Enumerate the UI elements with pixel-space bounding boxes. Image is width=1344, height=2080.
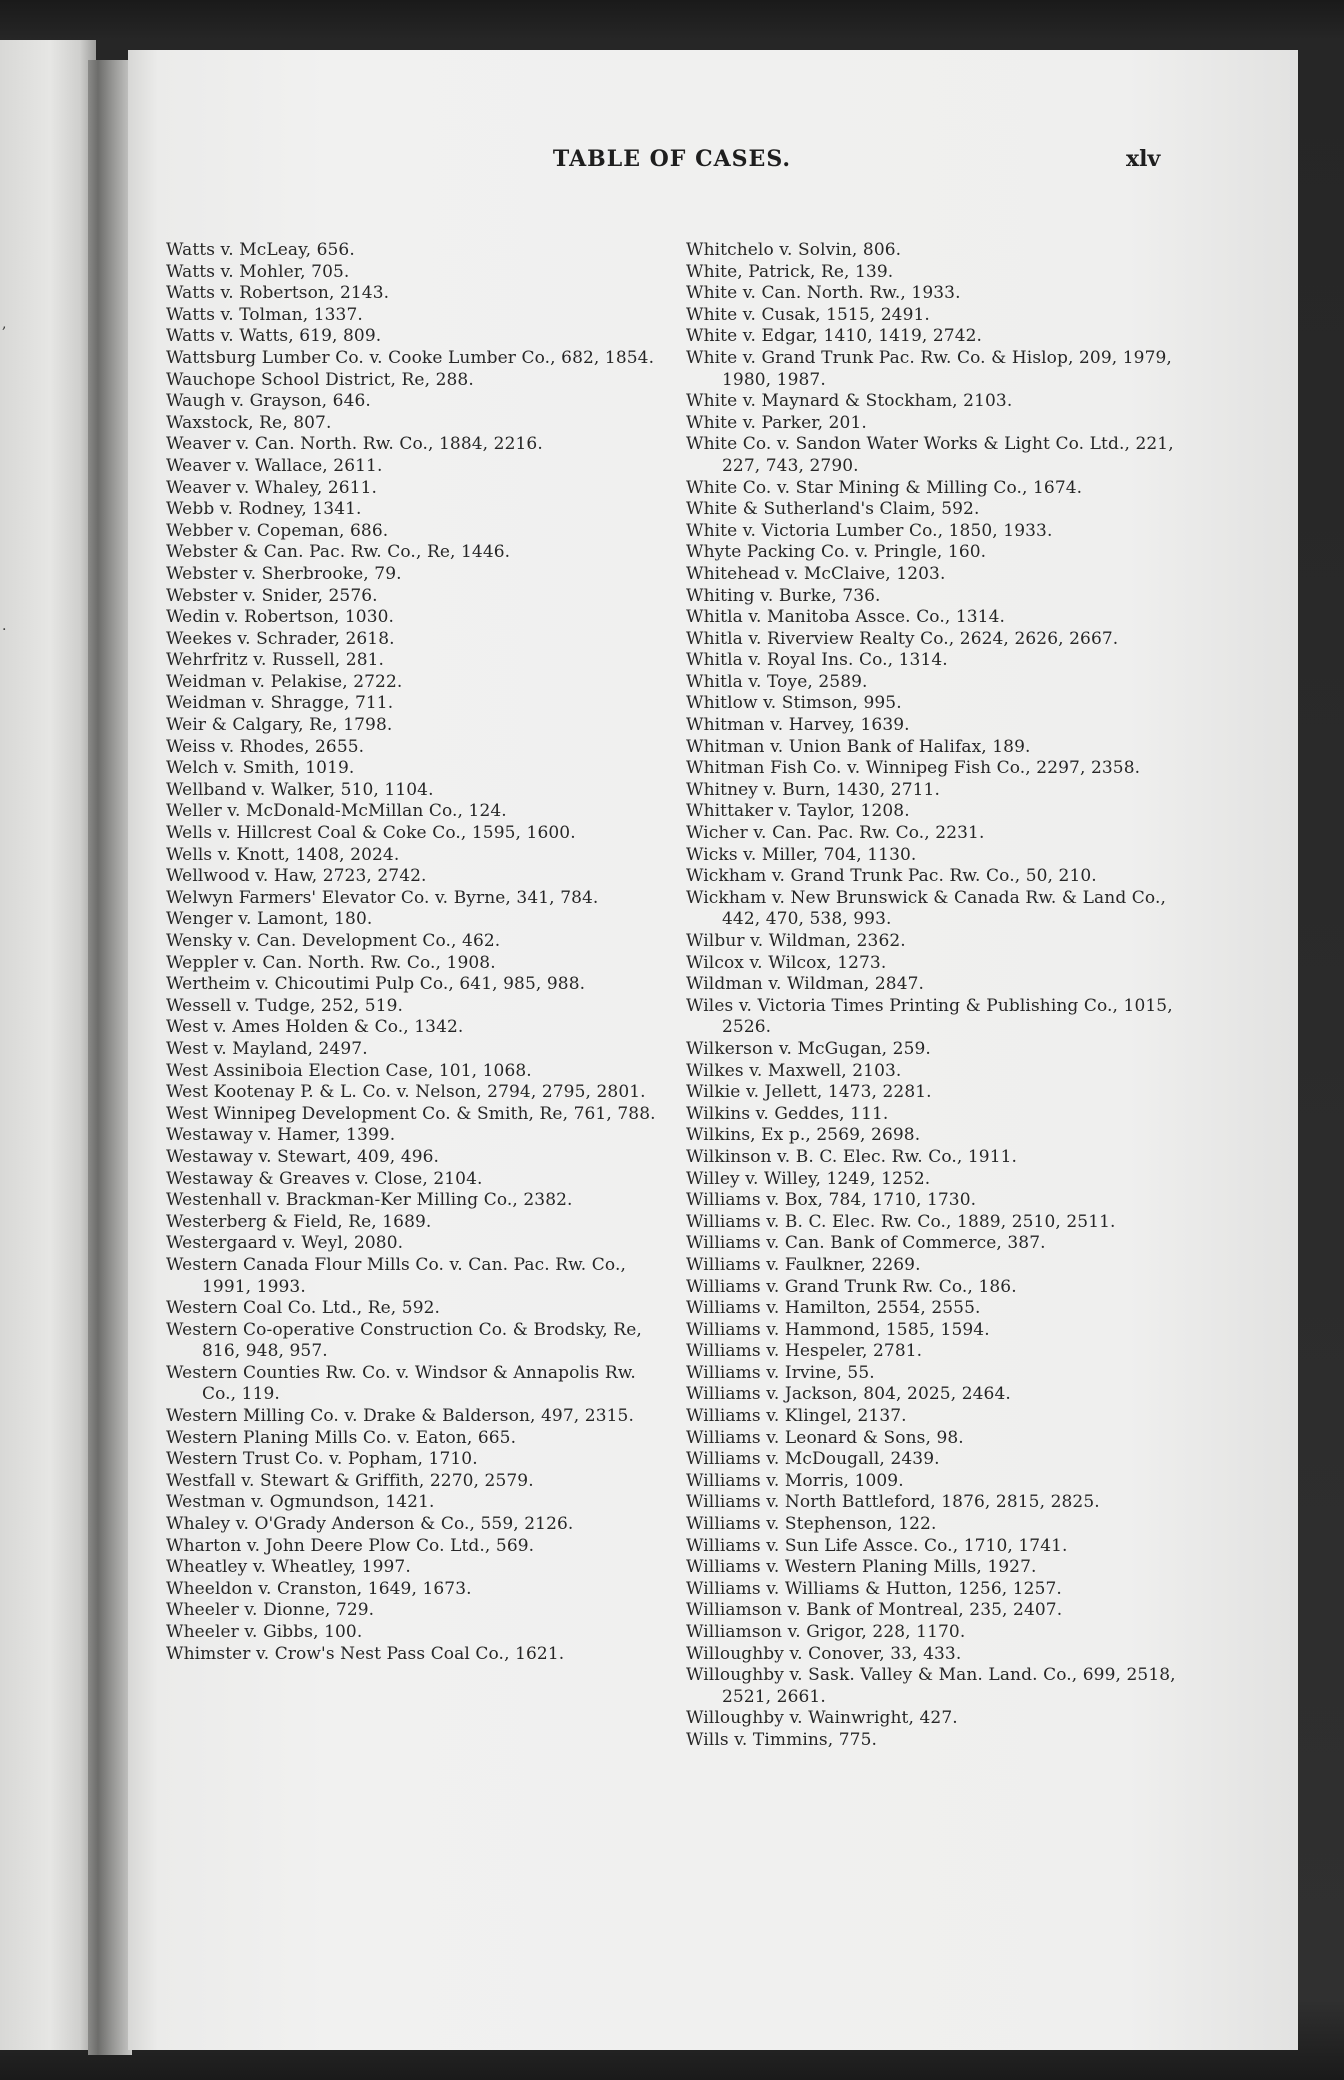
case-entry: Wells v. Knott, 1408, 2024. (166, 844, 400, 865)
case-entry: Whitman v. Union Bank of Halifax, 189. (686, 736, 1031, 757)
case-entry: Weidman v. Pelakise, 2722. (166, 671, 403, 692)
case-entry: Wicks v. Miller, 704, 1130. (686, 844, 917, 865)
case-entry: Westman v. Ogmundson, 1421. (166, 1492, 435, 1513)
case-entry: Wilkins, Ex p., 2569, 2698. (686, 1125, 921, 1146)
case-entry: Williams v. Western Planing Mills, 1927. (686, 1557, 1037, 1578)
case-entry: Watts v. Robertson, 2143. (166, 283, 390, 304)
case-entry: Wells v. Hillcrest Coal & Coke Co., 1595, 1600. (166, 823, 576, 844)
case-entry: Westaway v. Stewart, 409, 496. (166, 1146, 440, 1167)
case-entry: Wilkinson v. B. C. Elec. Rw. Co., 1911. (686, 1146, 1018, 1167)
case-entry: Western Co-operative Construction Co. & Brodsky, Re, 816, 948, 957. (166, 1319, 642, 1362)
page-title: TABLE OF CASES. (552, 146, 792, 172)
case-entry: Whitla v. Riverview Realty Co., 2624, 2626, 2667. (686, 628, 1119, 649)
left-column (166, 240, 666, 1665)
case-entry: White v. Can. North. Rw., 1933. (686, 283, 961, 304)
case-entry: Willoughby v. Wainwright, 427. (686, 1708, 958, 1729)
case-entry: Williamson v. Bank of Montreal, 235, 2407. (686, 1600, 1063, 1621)
book-gutter (88, 60, 132, 2055)
case-entry: Webb v. Rodney, 1341. (166, 499, 362, 520)
case-entry: Whitman v. Harvey, 1639. (686, 715, 910, 736)
case-entry: White v. Victoria Lumber Co., 1850, 1933. (686, 520, 1053, 541)
case-entry: White v. Maynard & Stockham, 2103. (686, 391, 1013, 412)
right-column (686, 240, 1176, 1752)
case-entry: Western Trust Co. v. Popham, 1710. (166, 1449, 478, 1470)
case-entry: West v. Mayland, 2497. (166, 1038, 368, 1059)
case-entry: Williams v. B. C. Elec. Rw. Co., 1889, 2510, 2511. (686, 1211, 1116, 1232)
case-entry: Williams v. Stephenson, 122. (686, 1514, 937, 1535)
case-entry: Williams v. Hamilton, 2554, 2555. (686, 1298, 981, 1319)
case-entry: Wilbur v. Wildman, 2362. (686, 931, 906, 951)
case-entry: Westenhall v. Brackman-Ker Milling Co., 2382. (166, 1190, 573, 1211)
case-entry: Williams v. Box, 784, 1710, 1730. (686, 1190, 977, 1211)
case-entry: Whiting v. Burke, 736. (686, 585, 881, 606)
case-entry: Wiles v. Victoria Times Printing & Publishing Co., 1015, 2526. (686, 995, 1173, 1038)
case-entry: Wheeler v. Gibbs, 100. (166, 1622, 363, 1642)
case-entry: Willoughby v. Sask. Valley & Man. Land. Co., 699, 2518, 2521, 2661. (686, 1665, 1176, 1707)
case-entry: Weekes v. Schrader, 2618. (166, 628, 395, 649)
left-page-edge (0, 40, 96, 2050)
case-entry: White Co. v. Sandon Water Works & Light Co. Ltd., 221, 227, 743, 2790. (686, 434, 1174, 476)
case-entry: Webster v. Sherbrooke, 79. (166, 563, 402, 584)
case-entry: Willoughby v. Conover, 33, 433. (686, 1643, 962, 1664)
case-entry: Williamson v. Grigor, 228, 1170. (686, 1622, 966, 1642)
case-entry: Westfall v. Stewart & Griffith, 2270, 2579. (166, 1470, 534, 1491)
case-entry: Williams v. Morris, 1009. (686, 1470, 904, 1491)
case-entry: West Kootenay P. & L. Co. v. Nelson, 2794, 2795, 2801. (166, 1082, 646, 1103)
case-entry: Williams v. Can. Bank of Commerce, 387. (686, 1233, 1046, 1254)
case-entry: Whitla v. Manitoba Assce. Co., 1314. (686, 607, 1006, 628)
case-entry: Wellband v. Walker, 510, 1104. (166, 779, 434, 800)
case-entry: Wilkie v. Jellett, 1473, 2281. (686, 1082, 932, 1103)
case-entry: West Winnipeg Development Co. & Smith, Re, 761, 788. (166, 1103, 656, 1124)
case-entry: Whyte Packing Co. v. Pringle, 160. (686, 542, 987, 563)
case-entry: Wheeler v. Dionne, 729. (166, 1600, 375, 1621)
case-entry: Wilcox v. Wilcox, 1273. (686, 952, 887, 973)
case-entry: Wessell v. Tudge, 252, 519. (166, 995, 404, 1016)
case-entry: Williams v. Irvine, 55. (686, 1362, 875, 1383)
case-entry: Williams v. McDougall, 2439. (686, 1449, 940, 1470)
case-entry: Western Coal Co. Ltd., Re, 592. (166, 1298, 441, 1319)
case-entry: Webster v. Snider, 2576. (166, 585, 378, 606)
case-entry: Wildman v. Wildman, 2847. (686, 974, 925, 995)
case-entry: Weidman v. Shragge, 711. (166, 693, 394, 714)
case-entry: Wilkins v. Geddes, 111. (686, 1103, 889, 1124)
case-entry: Williams v. Sun Life Assce. Co., 1710, 1741. (686, 1535, 1068, 1556)
case-entry: Wehrfritz v. Russell, 281. (166, 650, 385, 671)
case-entry: Whitlow v. Stimson, 995. (686, 693, 902, 714)
case-entry: Weppler v. Can. North. Rw. Co., 1908. (166, 952, 496, 973)
case-entry: Whitney v. Burn, 1430, 2711. (686, 779, 940, 800)
case-entry: Wauchope School District, Re, 288. (166, 369, 474, 390)
case-entry: Wenger v. Lamont, 180. (166, 909, 373, 930)
case-entry: Welch v. Smith, 1019. (166, 758, 355, 779)
left-page-fragment: , (2, 316, 7, 332)
case-entry: Wensky v. Can. Development Co., 462. (166, 931, 501, 951)
case-entry: West v. Ames Holden & Co., 1342. (166, 1017, 464, 1038)
case-entry: Willey v. Willey, 1249, 1252. (686, 1168, 931, 1189)
case-entry: Western Milling Co. v. Drake & Balderson, 497, 2315. (166, 1406, 634, 1427)
case-entry: Whitla v. Toye, 2589. (686, 671, 868, 692)
case-entry: Weaver v. Can. North. Rw. Co., 1884, 2216. (166, 434, 543, 455)
case-entry: Williams v. Jackson, 804, 2025, 2464. (686, 1384, 1011, 1405)
case-entry: Western Counties Rw. Co. v. Windsor & Annapolis Rw. Co., 119. (166, 1362, 636, 1405)
case-entry: Wicher v. Can. Pac. Rw. Co., 2231. (686, 823, 985, 844)
case-entry: Wertheim v. Chicoutimi Pulp Co., 641, 985, 988. (166, 974, 586, 995)
case-entry: Whimster v. Crow's Nest Pass Coal Co., 1621. (166, 1643, 565, 1664)
case-entry: White & Sutherland's Claim, 592. (686, 499, 980, 520)
case-entry: Western Planing Mills Co. v. Eaton, 665. (166, 1427, 517, 1448)
case-entry: Weir & Calgary, Re, 1798. (166, 715, 393, 736)
case-entry: Wheeldon v. Cranston, 1649, 1673. (166, 1578, 472, 1599)
case-entry: Wattsburg Lumber Co. v. Cooke Lumber Co., 682, 1854. (166, 347, 655, 368)
case-entry: Watts v. Mohler, 705. (166, 261, 350, 282)
case-entry: Williams v. Hammond, 1585, 1594. (686, 1319, 990, 1340)
case-entry: Wills v. Timmins, 775. (686, 1729, 877, 1750)
case-entry: White Co. v. Star Mining & Milling Co., 1674. (686, 477, 1083, 498)
case-entry: Watts v. Tolman, 1337. (166, 304, 363, 325)
case-entry: Whitehead v. McClaive, 1203. (686, 563, 946, 584)
case-entry: White v. Cusak, 1515, 2491. (686, 304, 930, 325)
case-entry: White v. Parker, 201. (686, 412, 867, 433)
case-entry: Western Canada Flour Mills Co. v. Can. Pac. Rw. Co., 1991, 1993. (166, 1254, 626, 1297)
case-entry: Weaver v. Wallace, 2611. (166, 455, 383, 476)
case-entry: Waxstock, Re, 807. (166, 412, 332, 433)
case-entry: Whaley v. O'Grady Anderson & Co., 559, 2126. (166, 1514, 574, 1535)
case-entry: Whitla v. Royal Ins. Co., 1314. (686, 650, 948, 671)
case-entry: Williams v. Faulkner, 2269. (686, 1254, 921, 1275)
case-entry: Weller v. McDonald-McMillan Co., 124. (166, 801, 507, 822)
page-number: xlv (1126, 146, 1161, 172)
left-page-fragment: . (2, 618, 7, 634)
case-entry: Weaver v. Whaley, 2611. (166, 477, 378, 498)
case-entry: Webster & Can. Pac. Rw. Co., Re, 1446. (166, 542, 511, 563)
case-entry: Wharton v. John Deere Plow Co. Ltd., 569. (166, 1535, 535, 1556)
case-entry: Westerberg & Field, Re, 1689. (166, 1211, 432, 1232)
case-entry: Wellwood v. Haw, 2723, 2742. (166, 866, 427, 887)
case-entry: Williams v. Hespeler, 2781. (686, 1341, 923, 1362)
case-entry: Wilkes v. Maxwell, 2103. (686, 1060, 902, 1081)
case-entry: Westaway & Greaves v. Close, 2104. (166, 1168, 483, 1189)
case-entry: Weiss v. Rhodes, 2655. (166, 736, 365, 757)
case-entry: White, Patrick, Re, 139. (686, 261, 894, 282)
case-entry: Williams v. North Battleford, 1876, 2815, 2825. (686, 1492, 1100, 1513)
case-entry: Westergaard v. Weyl, 2080. (166, 1233, 404, 1254)
case-entry: Whittaker v. Taylor, 1208. (686, 801, 910, 822)
case-entry: Watts v. Watts, 619, 809. (166, 326, 382, 347)
case-entry: Williams v. Grand Trunk Rw. Co., 186. (686, 1276, 1017, 1297)
case-entry: Whitchelo v. Solvin, 806. (686, 240, 902, 260)
case-entry: Waugh v. Grayson, 646. (166, 391, 371, 412)
case-entry: White v. Grand Trunk Pac. Rw. Co. & Hislop, 209, 1979, 1980, 1987. (686, 347, 1172, 390)
case-entry: White v. Edgar, 1410, 1419, 2742. (686, 326, 983, 347)
case-entry: Wickham v. New Brunswick & Canada Rw. & Land Co., 442, 470, 538, 993. (686, 887, 1166, 930)
case-entry: Webber v. Copeman, 686. (166, 520, 389, 541)
case-entry: Wilkerson v. McGugan, 259. (686, 1038, 931, 1059)
case-entry: Wheatley v. Wheatley, 1997. (166, 1557, 411, 1578)
case-entry: Wickham v. Grand Trunk Pac. Rw. Co., 50, 210. (686, 866, 1097, 887)
case-entry: Wedin v. Robertson, 1030. (166, 607, 395, 628)
case-entry: Williams v. Leonard & Sons, 98. (686, 1427, 964, 1448)
case-entry: Welwyn Farmers' Elevator Co. v. Byrne, 341, 784. (166, 887, 599, 908)
case-entry: Whitman Fish Co. v. Winnipeg Fish Co., 2297, 2358. (686, 758, 1141, 779)
case-entry: Watts v. McLeay, 656. (166, 240, 355, 260)
case-entry: West Assiniboia Election Case, 101, 1068. (166, 1060, 532, 1081)
case-entry: Williams v. Williams & Hutton, 1256, 1257. (686, 1578, 1062, 1599)
case-entry: Westaway v. Hamer, 1399. (166, 1125, 396, 1146)
case-entry: Williams v. Klingel, 2137. (686, 1406, 907, 1427)
